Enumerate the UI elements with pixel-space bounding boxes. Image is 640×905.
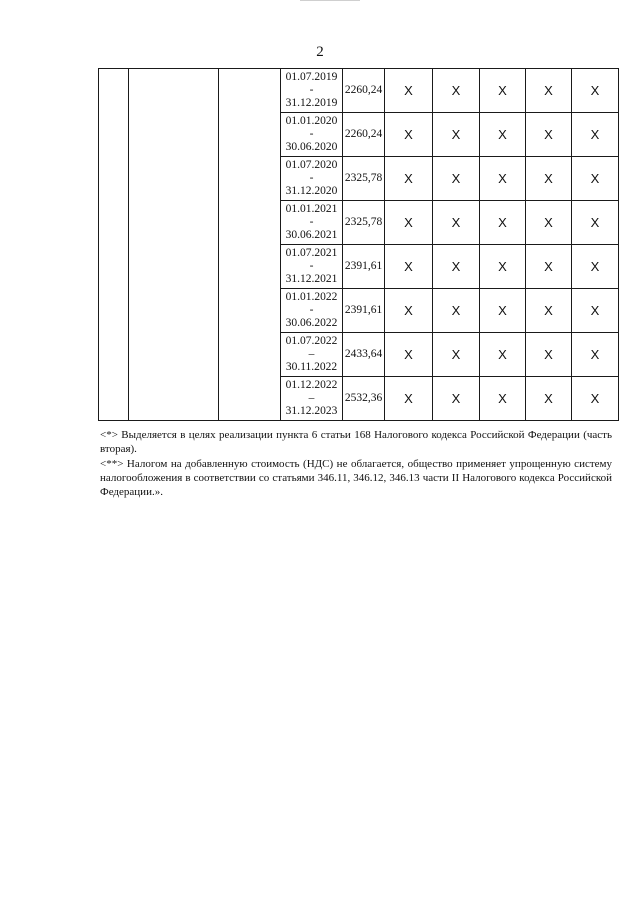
mark-cell: X: [480, 377, 526, 421]
period-cell: [281, 289, 343, 333]
scan-edge-mark: [300, 0, 360, 1]
mark-cell: X: [433, 333, 480, 377]
mark-cell: X: [433, 69, 480, 113]
table-row: [99, 69, 619, 113]
price-cell: 2433,64: [343, 333, 385, 377]
footnotes: [100, 428, 612, 500]
price-cell: 2260,24: [343, 69, 385, 113]
mark-cell: X: [385, 201, 433, 245]
mark-cell: X: [433, 289, 480, 333]
mark-cell: X: [526, 377, 572, 421]
period-cell: [281, 201, 343, 245]
mark-cell: X: [572, 245, 619, 289]
price-cell: 2391,61: [343, 245, 385, 289]
mark-cell: X: [385, 113, 433, 157]
mark-cell: X: [572, 69, 619, 113]
period-end: 31.12.2023: [285, 405, 338, 417]
price-cell: 2391,61: [343, 289, 385, 333]
period-cell: [281, 113, 343, 157]
mark-cell: X: [433, 113, 480, 157]
mark-cell: X: [526, 69, 572, 113]
period-start: 01.01.2020: [285, 115, 338, 127]
mark-cell: X: [385, 377, 433, 421]
mark-cell: X: [526, 245, 572, 289]
period-end: 31.12.2021: [285, 273, 338, 285]
mark-cell: X: [572, 113, 619, 157]
period-cell: [281, 245, 343, 289]
mark-cell: X: [572, 157, 619, 201]
mark-cell: X: [480, 333, 526, 377]
mark-cell: X: [572, 289, 619, 333]
mark-cell: X: [526, 333, 572, 377]
mark-cell: X: [572, 333, 619, 377]
mark-cell: X: [526, 157, 572, 201]
mark-cell: X: [385, 157, 433, 201]
mark-cell: X: [480, 245, 526, 289]
table-body: [99, 69, 619, 421]
merged-cell-2: [129, 69, 219, 421]
mark-cell: X: [385, 245, 433, 289]
mark-cell: X: [526, 113, 572, 157]
period-separator: -: [309, 172, 314, 184]
mark-cell: X: [480, 113, 526, 157]
period-separator: -: [309, 216, 314, 228]
period-separator: -: [309, 84, 314, 96]
period-start: 01.01.2021: [285, 203, 338, 215]
period-cell: [281, 377, 343, 421]
page-number: 2: [316, 44, 324, 60]
price-cell: 2325,78: [343, 157, 385, 201]
period-separator: -: [309, 304, 314, 316]
period-separator: –: [308, 348, 315, 360]
mark-cell: X: [385, 333, 433, 377]
mark-cell: X: [480, 201, 526, 245]
mark-cell: X: [480, 289, 526, 333]
period-cell: [281, 69, 343, 113]
period-start: 01.12.2022: [285, 379, 338, 391]
mark-cell: X: [433, 201, 480, 245]
mark-cell: X: [480, 157, 526, 201]
footnote-vat-allocation: <*> Выделяется в целях реализации пункта 6 статьи 168 Налогового кодекса Российской Федерации (часть вторая).: [100, 429, 612, 455]
period-end: 30.06.2021: [285, 229, 338, 241]
price-cell: 2325,78: [343, 201, 385, 245]
mark-cell: X: [526, 201, 572, 245]
period-separator: –: [308, 392, 315, 404]
period-separator: -: [309, 128, 314, 140]
period-start: 01.07.2020: [285, 159, 338, 171]
period-start: 01.07.2022: [285, 335, 338, 347]
period-separator: -: [309, 260, 314, 272]
mark-cell: X: [433, 245, 480, 289]
period-end: 31.12.2019: [285, 97, 338, 109]
period-end: 30.11.2022: [285, 361, 338, 373]
period-end: 30.06.2020: [285, 141, 338, 153]
tariff-table: [98, 68, 619, 421]
period-start: 01.07.2019: [285, 71, 338, 83]
footnote-vat-exemption: <**> Налогом на добавленную стоимость (НДС) не облагается, общество применяет упрощенную систему налогообложения в соответствии со статьями 346.11, 346.12, 346.13 части II Налогового кодекса Российской Федерации.».: [100, 458, 612, 498]
merged-cell-3: [219, 69, 281, 421]
mark-cell: X: [433, 377, 480, 421]
mark-cell: X: [385, 69, 433, 113]
mark-cell: X: [572, 201, 619, 245]
period-cell: [281, 157, 343, 201]
period-start: 01.07.2021: [285, 247, 338, 259]
period-end: 31.12.2020: [285, 185, 338, 197]
price-cell: 2260,24: [343, 113, 385, 157]
price-cell: 2532,36: [343, 377, 385, 421]
period-start: 01.01.2022: [285, 291, 338, 303]
period-cell: [281, 333, 343, 377]
merged-cell-1: [99, 69, 129, 421]
mark-cell: X: [480, 69, 526, 113]
mark-cell: X: [572, 377, 619, 421]
mark-cell: X: [433, 157, 480, 201]
mark-cell: X: [526, 289, 572, 333]
mark-cell: X: [385, 289, 433, 333]
period-end: 30.06.2022: [285, 317, 338, 329]
